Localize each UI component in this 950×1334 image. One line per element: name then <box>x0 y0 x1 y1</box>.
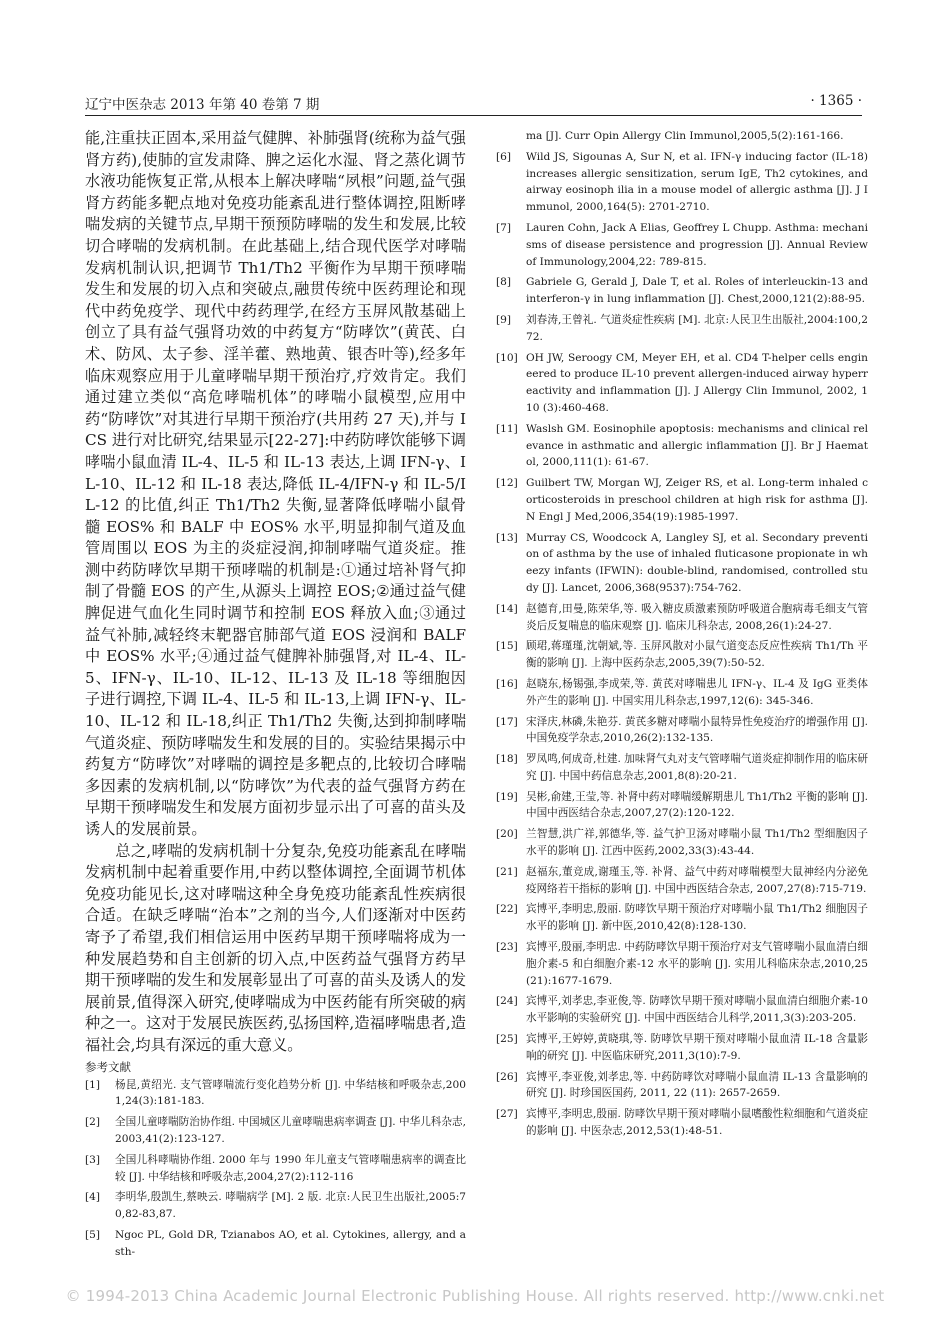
reference-number: [9] <box>496 313 512 326</box>
reference-number: [23] <box>496 941 518 954</box>
reference-number: [10] <box>496 351 518 364</box>
reference-item <box>496 1106 868 1140</box>
reference-number: [11] <box>496 422 518 435</box>
references-title: 参考文献 <box>85 1059 131 1074</box>
reference-item <box>496 826 868 860</box>
right-column <box>496 128 868 1144</box>
reference-number: [5] <box>85 1228 101 1241</box>
reference-number: [27] <box>496 1108 518 1121</box>
reference-item <box>85 1077 466 1111</box>
reference-number <box>496 128 526 145</box>
reference-number: [1] <box>85 1078 101 1091</box>
reference-number: [2] <box>85 1116 101 1129</box>
reference-text: 全国儿科哮喘协作组. 2000 年与 1990 年儿童支气管哮喘患病率的调查比较 [J]. 中华结核和呼吸杂志,2004,27(2):112-116 <box>115 1153 466 1183</box>
reference-text: 杨昆,黄绍光. 支气管哮喘流行变化趋势分析 [J]. 中华结核和呼吸杂志,2001,24(3):181-183. <box>115 1078 466 1108</box>
reference-item <box>496 1031 868 1065</box>
body-paragraph: 能,注重扶正固本,采用益气健脾、补肺强肾(统称为益气强肾方药),使肺的宣发肃降、脾之运化水湿、肾之蒸化调节水液功能恢复正常,从根本上解决哮喘“夙根”问题,益气强肾方药能多靶点地对免疫功能紊乱进行整体调控,阻断哮喘发病的关键节点,早期干预预防哮喘的发生和发展,比较切合哮喘的发病机制。在此基础上,结合现代医学对哮喘发病机制认识,把调节 Th1/Th2 平衡作为早期干预哮喘发生和发展的切入点和突破点,融贯传统中医药理论和现代中药免疫学、现代中药药理学,在经方玉屏风散基础上创立了具有益气强肾功效的中药复方“防哮饮”(黄芪、白术、防风、太子参、淫羊藿、熟地黄、银杏叶等),经多年临床观察应用于儿童哮喘早期干预治疗,疗效肯定。我们通过建立类似“高危哮喘机体”的哮喘小鼠模型,应用中药“防哮饮”对其进行早期干预治疗(共用药 27 天),并与 ICS 进行对比研究,结果显示[22-27]:中药防哮饮能够下调哮喘小鼠血清 IL-4、IL-5 和 IL-13 表达,上调 IFN-γ、IL-10、IL-12 和 IL-18 表达,降低 IL-4/IFN-γ 和 IL-5/IL-12 的比值,纠正 Th1/Th2 失衡,显著降低哮喘小鼠骨髓 EOS% 和 BALF 中 EOS% 水平,明显抑制气道及血管周围以 EOS 为主的炎症浸润,抑制哮喘气道炎症。推测中药防哮饮早期干预哮喘的机制是:①通过培补肾气抑制了骨髓 EOS 的产生,从源头上调控 EOS;②通过益气健脾促进气血化生同时调节和控制 EOS 释放入血;③通过益气补肺,减轻终末靶器官肺部气道 EOS 浸润和 BALF 中 EOS% 水平;④通过益气健脾补肺强肾,对 IL-4、IL-5、IFN-γ、IL-10、IL-12、IL-13 及 IL-18 等细胞因子进行调控,下调 IL-4、IL-5 和 IL-13,上调 IFN-γ、IL-10、IL-12 和 IL-18,纠正 Th1/Th2 失衡,达到抑制哮喘气道炎症、预防哮喘发生和发展的目的。实验结果揭示中药复方“防哮饮”对哮喘的调控是多靶点的,比较切合哮喘多因素的发病机制,以“防哮饮”为代表的益气强肾方药在早期干预哮喘发生和发展方面初步显示出了可喜的苗头及诱人的发展前景。 <box>85 129 466 838</box>
reference-item <box>496 530 868 597</box>
page-number: · 1365 · <box>810 93 862 109</box>
reference-number: [19] <box>496 790 518 803</box>
reference-number: [25] <box>496 1033 518 1046</box>
reference-text: OH JW, Seroogy CM, Meyer EH, et al. CD4 T-helper cells engineered to produce IL-10 prevent allergen-induced airway hyperreactivity and inflammation [J]. J Allergy Clin Immunol, 2002, 110 (3):460-468. <box>526 351 868 414</box>
reference-text: 宾博平,刘孝忠,李亚俊,等. 防哮饮早期干预对哮喘小鼠血清白细胞介素-10 水平影响的实验研究 [J]. 中国中西医结合儿科学,2011,3(3):203-205. <box>526 995 868 1025</box>
reference-item <box>496 789 868 823</box>
reference-item <box>496 128 868 145</box>
reference-number: [24] <box>496 995 518 1008</box>
reference-text: ma [J]. Curr Opin Allergy Clin Immunol,2005,5(2):161-166. <box>526 130 844 142</box>
reference-number: [20] <box>496 828 518 841</box>
reference-item <box>496 676 868 710</box>
reference-text: Murray CS, Woodcock A, Langley SJ, et al. Secondary prevention of asthma by the use of inhaled fluticasone propionate in wheezy infants (IFWIN): double-blind, randomised, controlled study [J]. Lancet, 2006,368(9537):754-762. <box>526 531 868 594</box>
reference-text: 赵福东,董竞成,谢瑾玉,等. 补肾、益气中药对哮喘模型大鼠神经内分泌免疫网络若干指标的影响 [J]. 中国中西医结合杂志, 2007,27(8):715-719. <box>526 865 868 895</box>
reference-item <box>496 421 868 471</box>
reference-item <box>496 350 868 417</box>
reference-item <box>496 939 868 989</box>
reference-number: [16] <box>496 677 518 690</box>
reference-item <box>496 864 868 898</box>
reference-item <box>496 274 868 308</box>
reference-number: [13] <box>496 531 518 544</box>
reference-number: [7] <box>496 221 512 234</box>
copyright-footer: © 1994-2013 China Academic Journal Electronic Publishing House. All rights reserved. http://www.cnki.net <box>65 1287 885 1305</box>
reference-item <box>496 220 868 270</box>
reference-item <box>496 475 868 525</box>
reference-number: [12] <box>496 477 518 490</box>
reference-text: 罗凤鸣,何成奇,杜建. 加味肾气丸对支气管哮喘气道炎症抑制作用的临床研究 [J]. 中国中药信息杂志,2001,8(8):20-21. <box>526 753 868 782</box>
reference-text: Guilbert TW, Morgan WJ, Zeiger RS, et al. Long-term inhaled corticosteroids in preschool children at high risk for asthma [J]. N Engl J Med,2006,354(19):1985-1997. <box>526 477 868 523</box>
reference-number: [8] <box>496 276 512 289</box>
reference-text: Ngoc PL, Gold DR, Tzianabos AO, et al. Cytokines, allergy, and asth- <box>115 1228 466 1258</box>
reference-text: 兰智慧,洪广祥,郭德华,等. 益气护卫汤对哮喘小鼠 Th1/Th2 型细胞因子水平的影响 [J]. 江西中医药,2002,33(3):43-44. <box>526 828 868 858</box>
reference-number: [22] <box>496 903 518 916</box>
reference-number: [14] <box>496 602 518 615</box>
reference-list <box>85 1077 466 1261</box>
reference-item <box>85 1227 466 1261</box>
reference-item <box>85 1114 466 1148</box>
page-header <box>85 93 862 116</box>
reference-text: 宾博平,李亚俊,刘孝忠,等. 中药防哮饮对哮喘小鼠血清 IL-13 含量影响的研究 [J]. 时珍国医国药, 2011, 22 (11): 2657-2659. <box>526 1070 868 1100</box>
reference-number: [6] <box>496 150 512 163</box>
reference-item <box>496 714 868 748</box>
reference-text: 全国儿童哮喘防治协作组. 中国城区儿童哮喘患病率调查 [J]. 中华儿科杂志,2003,41(2):123-127. <box>115 1116 466 1145</box>
reference-text: 吴彬,俞建,王莹,等. 补肾中药对哮喘缓解期患儿 Th1/Th2 平衡的影响 [J]. 中国中西医结合杂志,2007,27(2):120-122. <box>526 790 868 820</box>
reference-text: 刘春涛,王曾礼. 气道炎症性疾病 [M]. 北京:人民卫生出版社,2004:100,272. <box>526 313 868 343</box>
reference-text: 赵德育,田曼,陈荣华,等. 吸入糖皮质激素预防呼吸道合胞病毒毛细支气管炎后反复喘息的临床观察 [J]. 临床儿科杂志, 2008,26(1):24-27. <box>526 602 868 632</box>
reference-text: 宾博平,李明忠,殷丽. 防哮饮早期干预对哮喘小鼠嗜酸性粒细胞和气道炎症的影响 [J]. 中医杂志,2012,53(1):48-51. <box>526 1108 868 1138</box>
reference-number: [17] <box>496 715 518 728</box>
reference-item <box>85 1189 466 1223</box>
reference-text: 顾珺,蒋瑾瑾,沈朝斌,等. 玉屏风散对小鼠气道变态反应性疾病 Th1/Th 平衡的影响 [J]. 上海中医药杂志,2005,39(7):50-52. <box>526 640 868 670</box>
reference-item <box>496 993 868 1027</box>
reference-text: Gabriele G, Gerald J, Dale T, et al. Roles of interleuckin-13 and interferon-γ in lung inflammation [J]. Chest,2000,121(2):88-95. <box>526 276 868 306</box>
reference-number: [21] <box>496 865 518 878</box>
reference-text: 李明华,殷凯生,蔡映云. 哮喘病学 [M]. 2 版. 北京:人民卫生出版社,2005:70,82-83,87. <box>115 1191 466 1221</box>
reference-text: 宋泽庆,林磷,朱艳芬. 黄芪多糖对哮喘小鼠特异性免疫治疗的增强作用 [J]. 中国免疫学杂志,2010,26(2):132-135. <box>526 715 868 745</box>
reference-item <box>496 601 868 635</box>
reference-item <box>496 149 868 216</box>
reference-text: 赵晓东,杨锡强,李成荣,等. 黄芪对哮喘患儿 IFN-γ、IL-4 及 IgG 亚类体外产生的影响 [J]. 中国实用儿科杂志,1997,12(6): 345-346. <box>526 677 868 707</box>
reference-number: [4] <box>85 1191 101 1204</box>
reference-item <box>496 751 868 785</box>
reference-number: [3] <box>85 1153 101 1166</box>
reference-number: [15] <box>496 640 518 653</box>
left-column <box>85 128 466 1265</box>
reference-number: [18] <box>496 753 518 766</box>
reference-item <box>496 901 868 935</box>
reference-text: Waslsh GM. Eosinophile apoptosis: mechanisms and clinical relevance in asthmatic and allergic inflammation [J]. Br J Haematol, 2000,111(1): 61-67. <box>526 422 868 469</box>
reference-item <box>85 1152 466 1186</box>
reference-text: Lauren Cohn, Jack A Elias, Geoffrey L Chupp. Asthma: mechanisms of disease persistence and progression [J]. Annual Review of Immunology,2004,22: 789-815. <box>526 221 868 268</box>
reference-text: 宾博平,李明忠,殷丽. 防哮饮早期干预治疗对哮喘小鼠 Th1/Th2 细胞因子水平的影响 [J]. 新中医,2010,42(8):128-130. <box>526 903 868 933</box>
reference-item <box>496 638 868 672</box>
reference-item <box>496 1069 868 1103</box>
reference-text: 宾博平,王婷婷,黄晓琪,等. 防哮饮早期干预对哮喘小鼠血清 IL-18 含量影响的研究 [J]. 中医临床研究,2011,3(10):7-9. <box>526 1033 868 1062</box>
reference-item <box>496 312 868 346</box>
reference-list <box>496 128 868 1140</box>
body-paragraph: 总之,哮喘的发病机制十分复杂,免疫功能紊乱在哮喘发病机制中起着重要作用,中药以整体调控,全面调节机体免疫功能见长,这对哮喘这种全身免疫功能紊乱性疾病很合适。在缺乏哮喘“治本”之剂的当今,人们逐渐对中医药寄予了希望,我们相信运用中医药早期干预哮喘将成为一种发展趋势和自主创新的切入点,中医药益气强肾方药早期干预哮喘的发生和发展彰显出了可喜的苗头及诱人的发展前景,值得深入研究,使哮喘成为中医药能有所突破的病种之一。这对于发展民族医药,弘扬国粹,造福哮喘患者,造福社会,均具有深远的重大意义。 <box>85 841 466 1054</box>
reference-number: [26] <box>496 1070 518 1083</box>
reference-text: Wild JS, Sigounas A, Sur N, et al. IFN-γ inducing factor (IL-18) increases allergic sensitization, serum IgE, Th2 cytokines, and airway eosinoph ilia in a mouse model of allergic asthma [J]. J Immunol, 2000,164(5): 2701-2710. <box>526 150 868 214</box>
reference-text: 宾博平,殷丽,李明忠. 中药防哮饮早期干预治疗对支气管哮喘小鼠血清白细胞介素-5 和白细胞介素-12 水平的影响 [J]. 实用儿科临床杂志,2010,25(21):1677-1679. <box>526 941 868 987</box>
journal-title: 辽宁中医杂志 2013 年第 40 卷第 7 期 <box>85 97 320 113</box>
